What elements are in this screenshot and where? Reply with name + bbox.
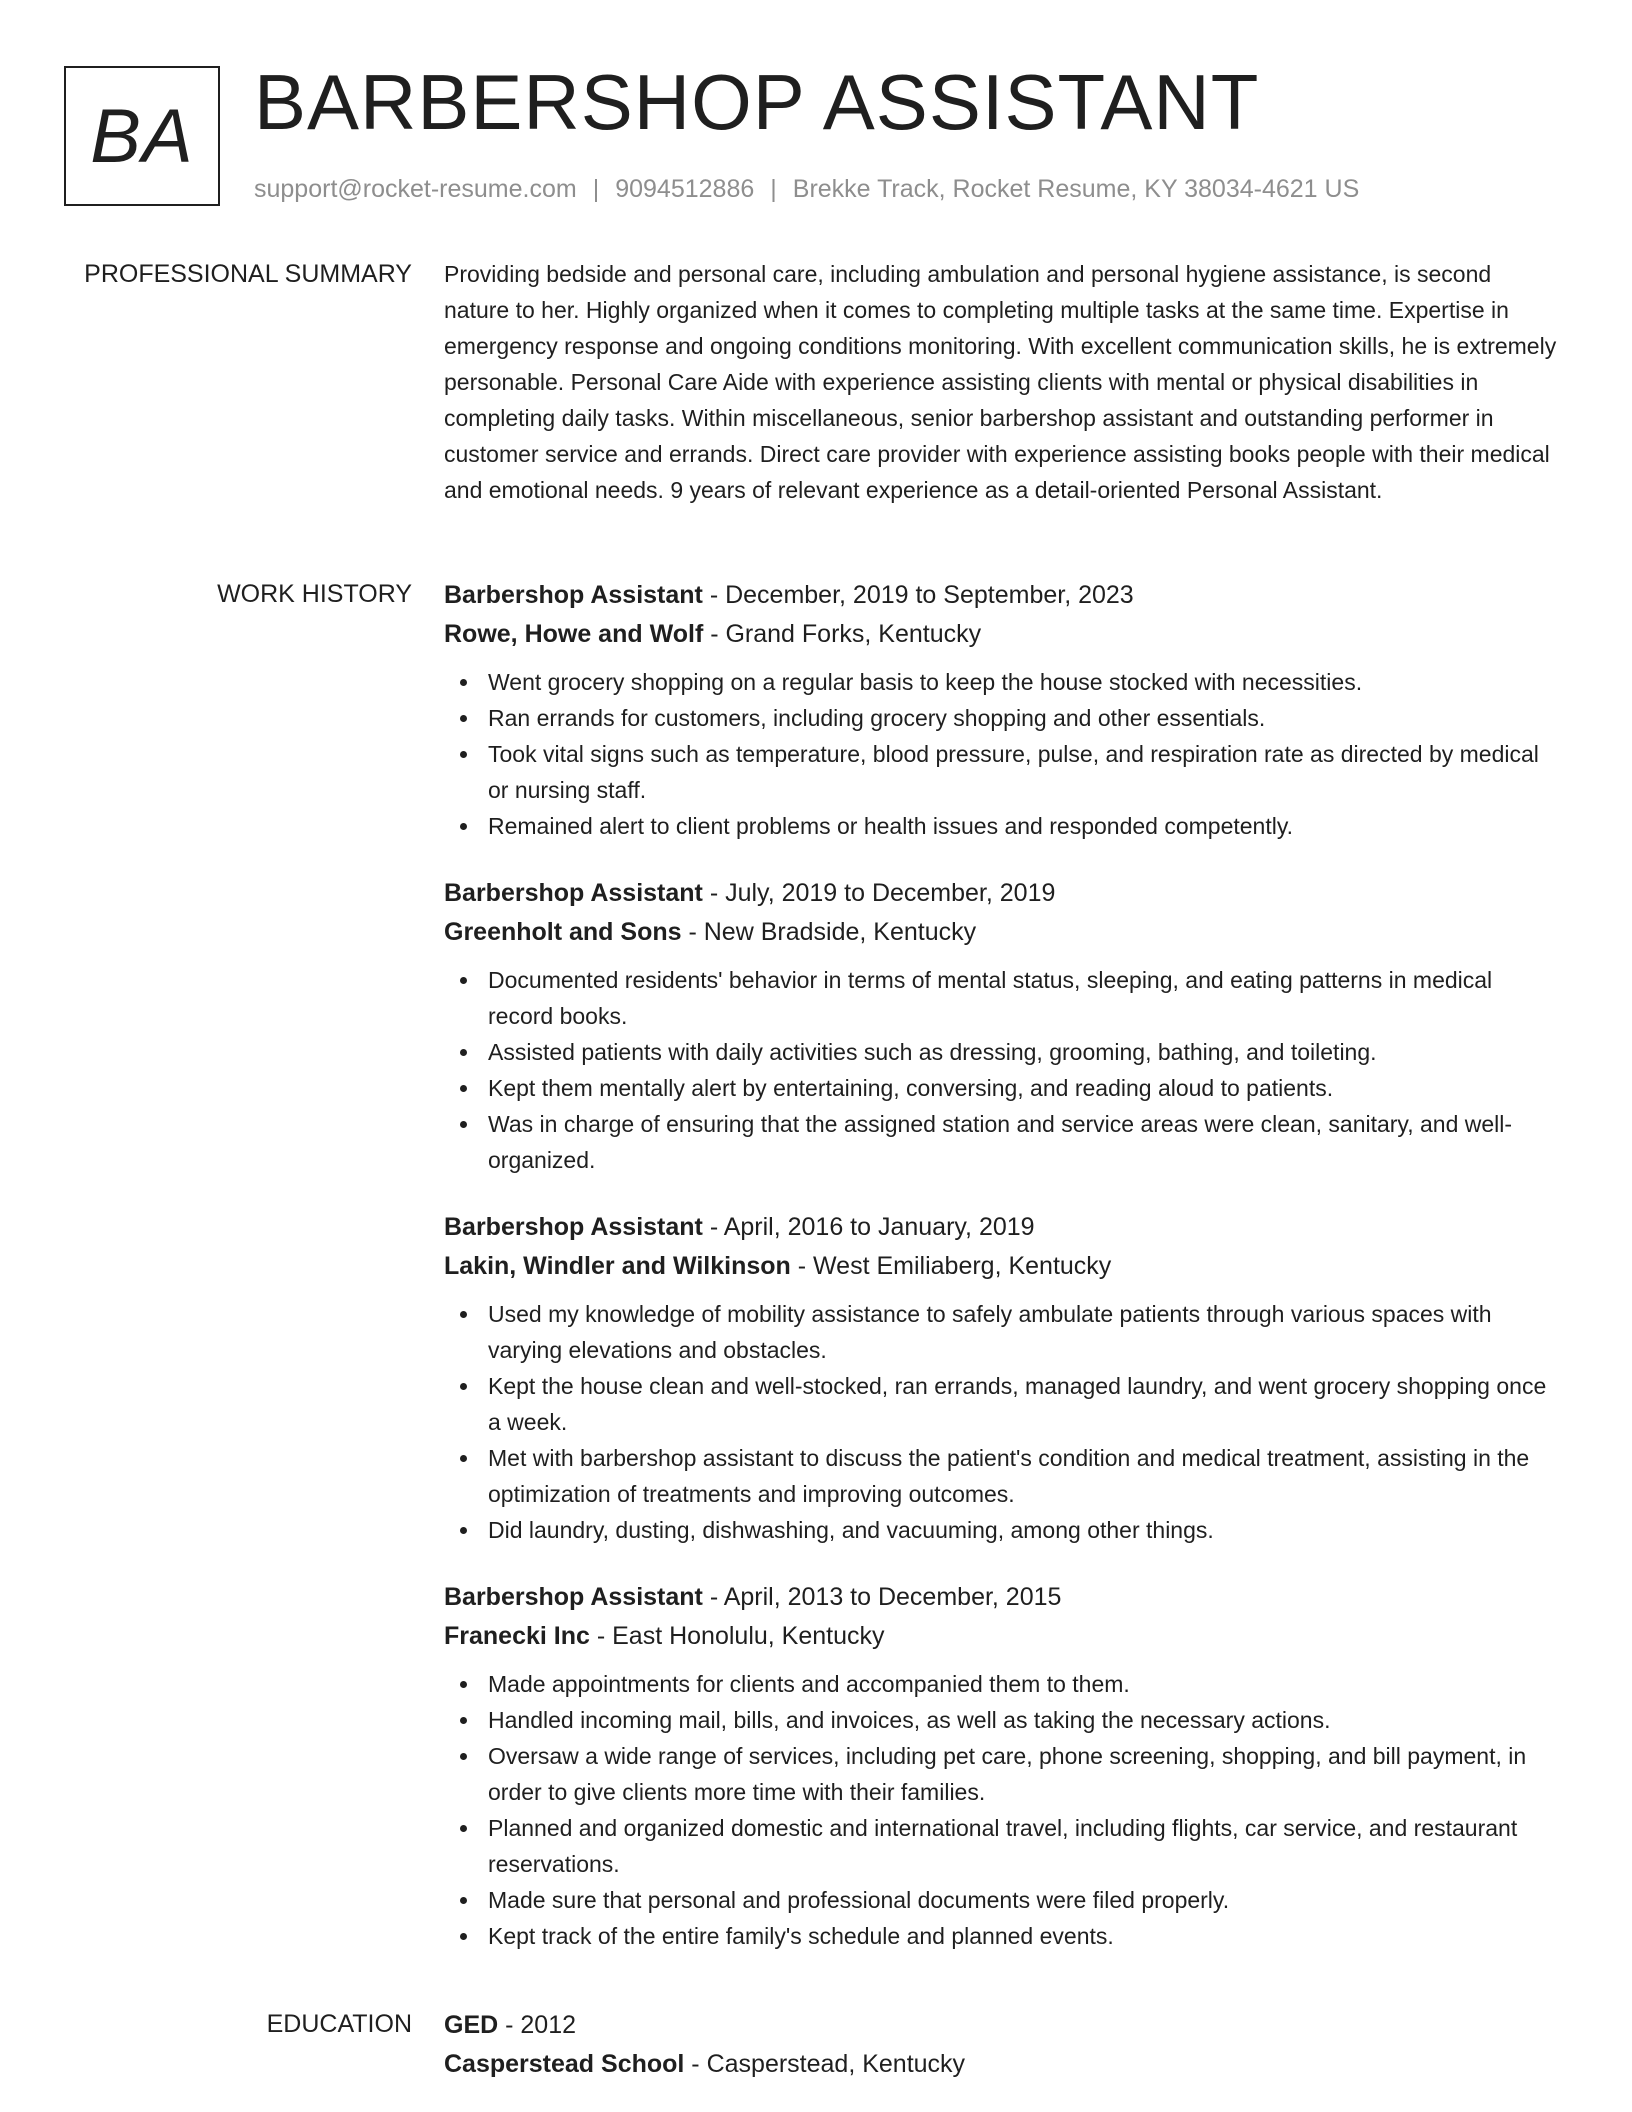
section-label-summary: PROFESSIONAL SUMMARY: [84, 260, 412, 288]
job-title: Barbershop Assistant: [444, 1213, 703, 1241]
job-bullet: Was in charge of ensuring that the assigned station and service areas were clean, sanitary, and well-organized.: [444, 1106, 1560, 1178]
contact-line: [254, 172, 1359, 206]
job-title-line: [444, 1578, 1560, 1617]
job-dates: - April, 2016 to January, 2019: [702, 1213, 1035, 1241]
job-entry: [444, 874, 1560, 1178]
job-bullet: Documented residents' behavior in terms of mental status, sleeping, and eating patterns in medical record books.: [444, 962, 1560, 1034]
education-school-line: [444, 2045, 1560, 2084]
job-title-line: [444, 576, 1560, 615]
monogram-logo: [64, 66, 220, 206]
education-body: [444, 2006, 1560, 2084]
contact-phone[interactable]: 9094512886: [615, 175, 755, 203]
job-bullet: Handled incoming mail, bills, and invoices, as well as taking the necessary actions.: [444, 1702, 1560, 1738]
job-location: - New Bradside, Kentucky: [681, 918, 977, 946]
job-location: - West Emiliaberg, Kentucky: [790, 1252, 1112, 1280]
job-company: Greenholt and Sons: [444, 918, 682, 946]
summary-body: [444, 256, 1560, 508]
job-bullet: Kept the house clean and well-stocked, ran errands, managed laundry, and went grocery shopping once a week.: [444, 1368, 1560, 1440]
education-location: - Casperstead, Kentucky: [684, 2050, 966, 2078]
job-bullet: Assisted patients with daily activities such as dressing, grooming, bathing, and toileting.: [444, 1034, 1560, 1070]
section-label-education: EDUCATION: [266, 2010, 412, 2038]
job-bullet: Made appointments for clients and accompanied them to them.: [444, 1666, 1560, 1702]
job-dates: - April, 2013 to December, 2015: [702, 1583, 1062, 1611]
job-bullet: Went grocery shopping on a regular basis to keep the house stocked with necessities.: [444, 664, 1560, 700]
job-bullet: Ran errands for customers, including grocery shopping and other essentials.: [444, 700, 1560, 736]
job-company-line: [444, 615, 1560, 654]
job-bullets: [444, 1666, 1560, 1954]
job-bullet: Remained alert to client problems or health issues and responded competently.: [444, 808, 1560, 844]
section-label-work-history: WORK HISTORY: [217, 580, 412, 608]
education-year: - 2012: [498, 2011, 577, 2039]
job-company-line: [444, 913, 1560, 952]
job-bullets: [444, 664, 1560, 844]
job-bullet: Kept track of the entire family's schedule and planned events.: [444, 1918, 1560, 1954]
job-title: Barbershop Assistant: [444, 581, 703, 609]
contact-separator: |: [770, 175, 777, 203]
job-location: - East Honolulu, Kentucky: [589, 1622, 885, 1650]
job-dates: - July, 2019 to December, 2019: [702, 879, 1056, 907]
job-title-line: [444, 1208, 1560, 1247]
job-bullets: [444, 1296, 1560, 1548]
job-title-line: [444, 874, 1560, 913]
summary-text: Providing bedside and personal care, including ambulation and personal hygiene assistance, is second nature to her. Highly organized when it comes to completing multiple tasks at the same time. Expertise in emergency response and ongoing conditions monitoring. With excellent communication skills, he is extremely personable. Personal Care Aide with experience assisting clients with mental or physical disabilities in completing daily tasks. Within miscellaneous, senior barbershop assistant and outstanding performer in customer service and errands. Direct care provider with experience assisting books people with their medical and emotional needs. 9 years of relevant experience as a detail-oriented Personal Assistant.: [444, 261, 1557, 503]
job-bullet: Made sure that personal and professional documents were filed properly.: [444, 1882, 1560, 1918]
contact-email[interactable]: support@rocket-resume.com: [254, 175, 577, 203]
job-bullet: Used my knowledge of mobility assistance to safely ambulate patients through various spaces with varying elevations and obstacles.: [444, 1296, 1560, 1368]
education-school: Casperstead School: [444, 2050, 685, 2078]
job-bullet: Met with barbershop assistant to discuss the patient's condition and medical treatment, assisting in the optimization of treatments and improving outcomes.: [444, 1440, 1560, 1512]
contact-address: Brekke Track, Rocket Resume, KY 38034-4621 US: [792, 175, 1360, 203]
monogram-initials: BA: [90, 93, 194, 179]
job-bullet: Did laundry, dusting, dishwashing, and vacuuming, among other things.: [444, 1512, 1560, 1548]
job-company-line: [444, 1617, 1560, 1656]
job-bullet: Kept them mentally alert by entertaining, conversing, and reading aloud to patients.: [444, 1070, 1560, 1106]
job-bullet: Planned and organized domestic and international travel, including flights, car service, and restaurant reservations.: [444, 1810, 1560, 1882]
job-bullets: [444, 962, 1560, 1178]
job-title: Barbershop Assistant: [444, 1583, 703, 1611]
job-location: - Grand Forks, Kentucky: [703, 620, 982, 648]
job-entry: [444, 1578, 1560, 1954]
education-degree-line: [444, 2006, 1560, 2045]
resume-title: BARBERSHOP ASSISTANT: [254, 58, 1260, 146]
job-entry: [444, 576, 1560, 844]
job-company-line: [444, 1247, 1560, 1286]
job-company: Franecki Inc: [444, 1622, 590, 1650]
job-title: Barbershop Assistant: [444, 879, 703, 907]
job-company: Lakin, Windler and Wilkinson: [444, 1252, 791, 1280]
job-bullet: Oversaw a wide range of services, including pet care, phone screening, shopping, and bill payment, in order to give clients more time with their families.: [444, 1738, 1560, 1810]
contact-separator: |: [592, 175, 600, 203]
job-company: Rowe, Howe and Wolf: [444, 620, 704, 648]
job-entry: [444, 1208, 1560, 1548]
job-bullet: Took vital signs such as temperature, blood pressure, pulse, and respiration rate as directed by medical or nursing staff.: [444, 736, 1560, 808]
job-dates: - December, 2019 to September, 2023: [702, 581, 1134, 609]
education-degree: GED: [444, 2011, 499, 2039]
work-history-body: [444, 576, 1560, 1984]
